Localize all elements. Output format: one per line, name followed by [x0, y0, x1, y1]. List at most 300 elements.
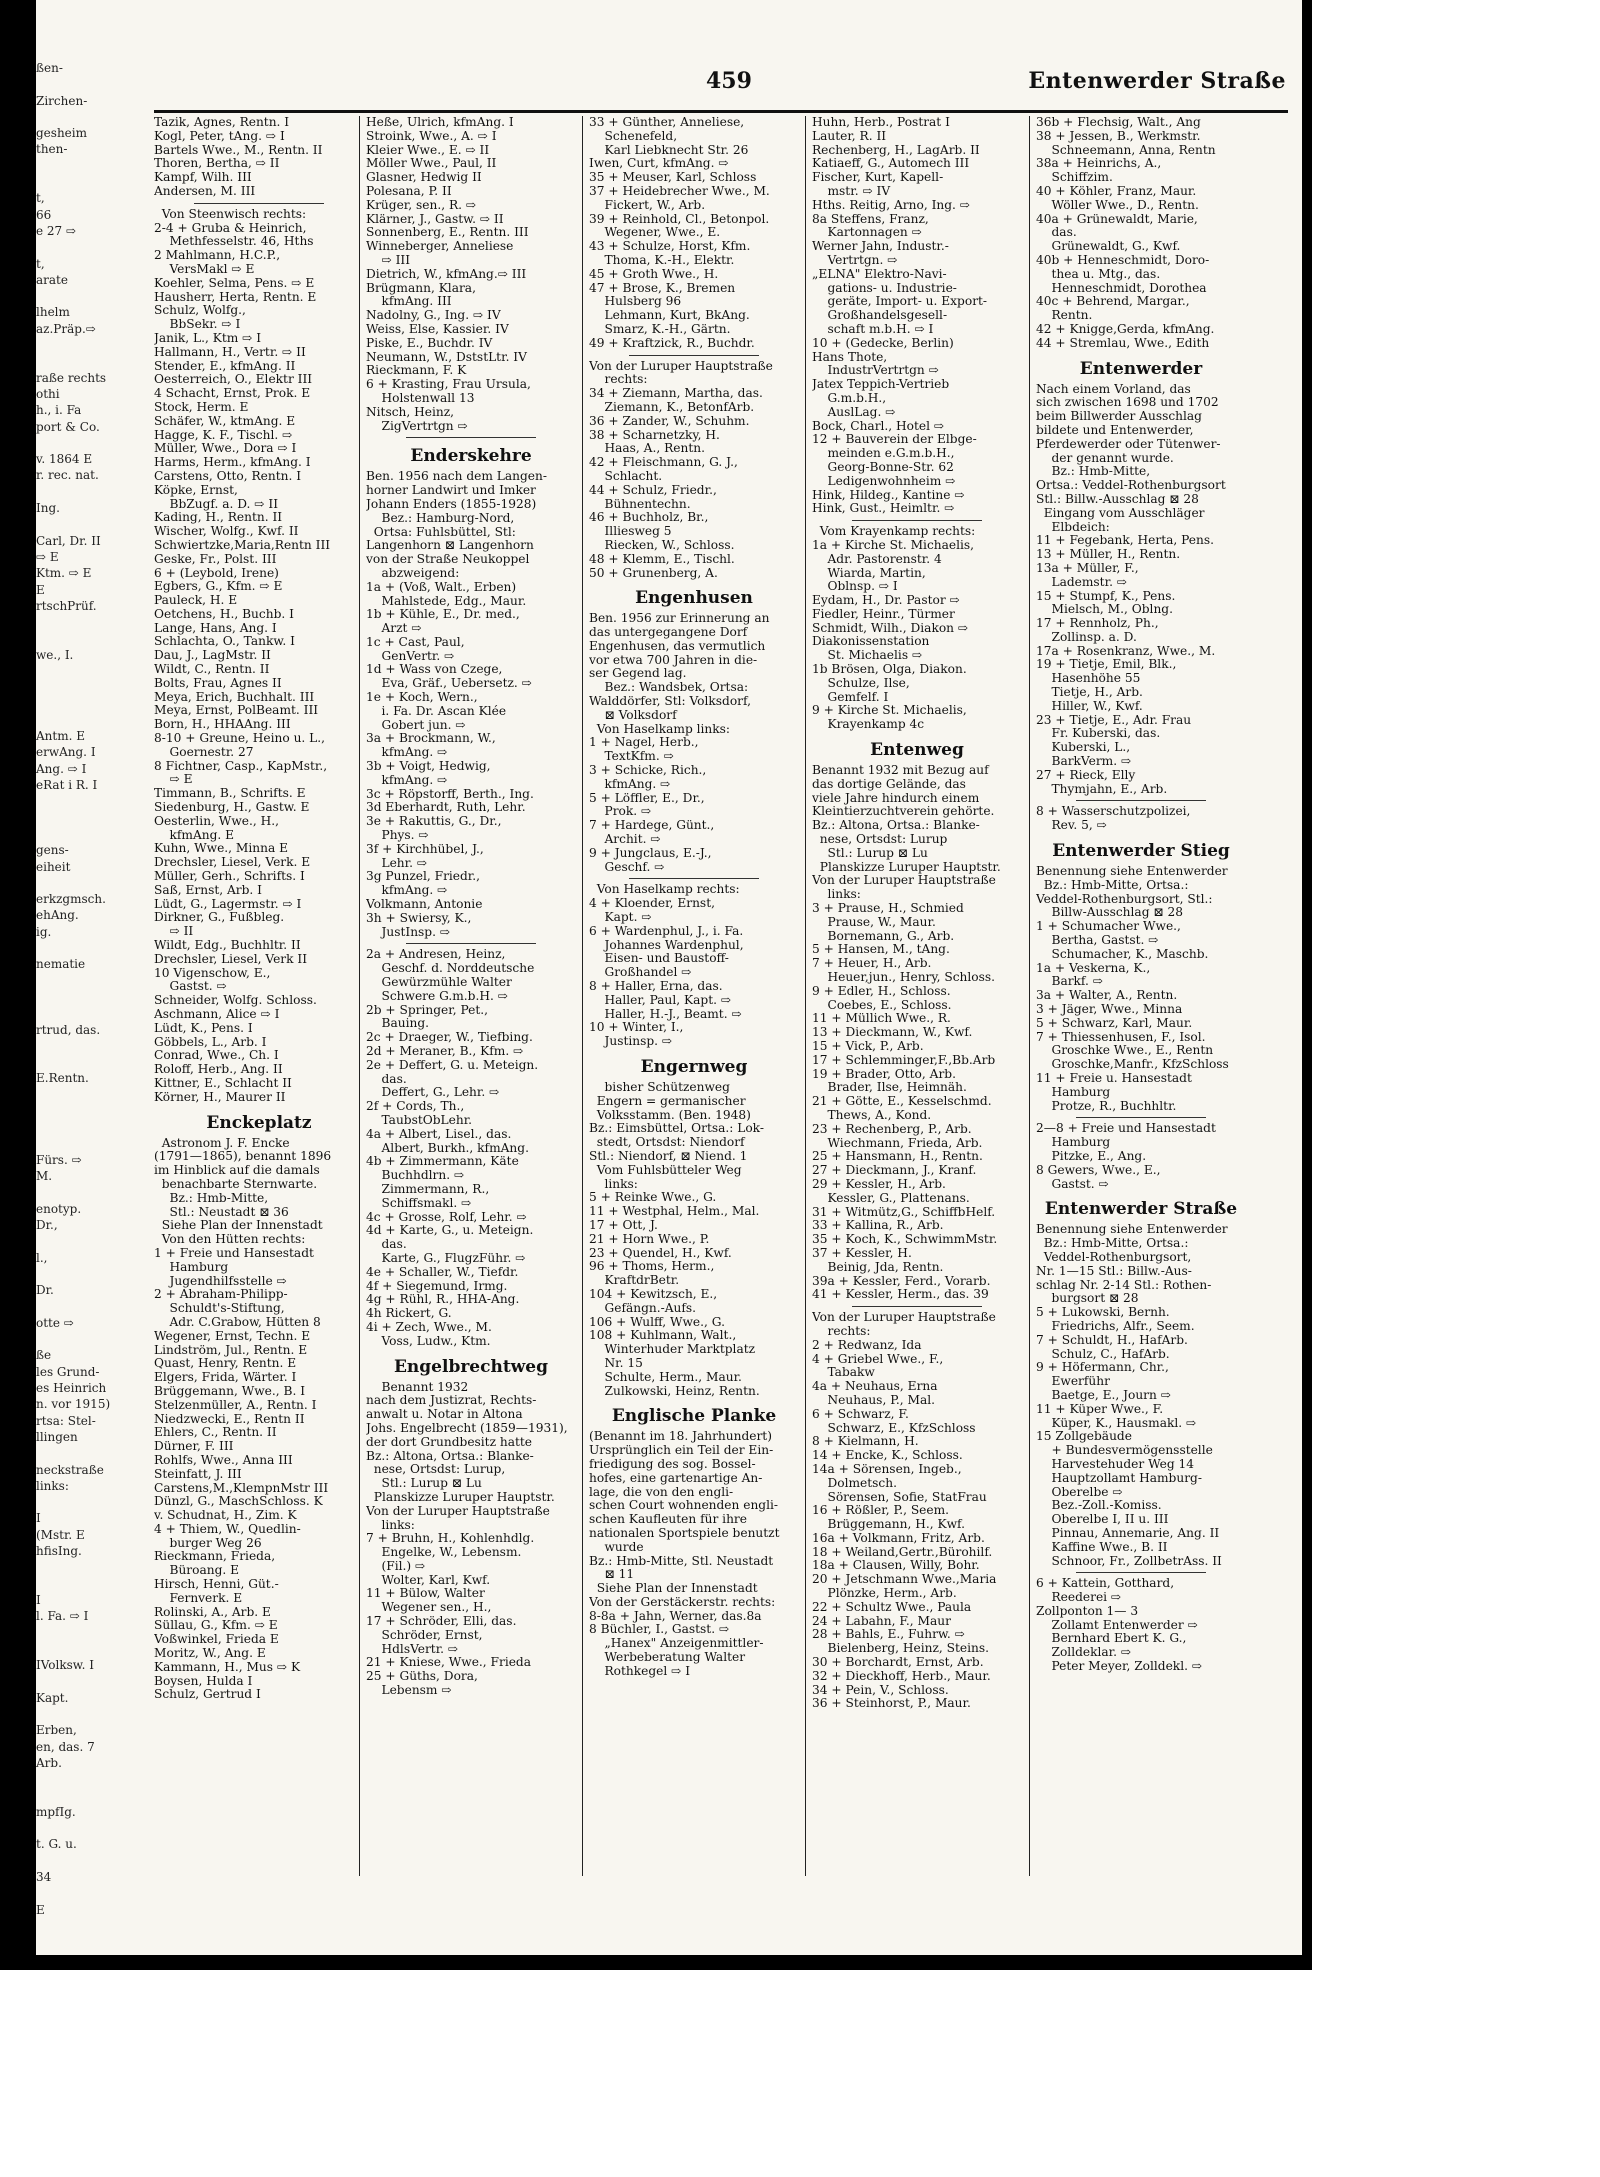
directory-entry: 4i + Zech, Wwe., M.: [366, 1320, 492, 1334]
directory-entry: Schenefeld,: [589, 129, 678, 143]
directory-entry: Müller, Wwe., Dora ⇨ I: [154, 442, 297, 456]
directory-entry: Schlacht.: [589, 469, 663, 483]
directory-entry: schen Court wohnenden engli-: [589, 1499, 779, 1513]
directory-entry: 11 + Müllich Wwe., R.: [812, 1012, 951, 1026]
directory-entry: Küper, K., Hausmakl. ⇨: [1036, 1416, 1197, 1430]
directory-entry: Karte, G., FlugzFühr. ⇨: [366, 1251, 526, 1265]
directory-entry: Gefängn.-Aufs.: [589, 1301, 697, 1315]
directory-entry: Zollinsp. a. D.: [1036, 630, 1137, 644]
directory-column-3: [589, 116, 799, 1679]
directory-entry: Elbdeich:: [1036, 520, 1110, 534]
directory-entry: 37 + Heidebrecher Wwe., M.: [589, 184, 770, 198]
fragment-line: (Mstr. E: [36, 1527, 85, 1542]
directory-entry: 8 Büchler, I., Gastst. ⇨: [589, 1623, 730, 1637]
directory-entry: von der Straße Neukoppel: [366, 553, 530, 567]
directory-entry: 3g Punzel, Friedr.,: [366, 870, 481, 884]
directory-entry: 5 + Reinke Wwe., G.: [589, 1191, 717, 1205]
fragment-line: lhelm: [36, 305, 70, 320]
directory-entry: Johannes Wardenphul,: [589, 938, 744, 952]
directory-entry: Heuer,jun., Henry, Schloss.: [812, 971, 996, 985]
directory-entry: 40b + Henneschmidt, Doro-: [1036, 253, 1210, 267]
directory-entry: Schäfer, W., ktmAng. E: [154, 414, 296, 428]
directory-entry: viele Jahre hindurch einem: [812, 791, 980, 805]
directory-entry: Lüdt, G., Lagermstr. ⇨ I: [154, 897, 302, 911]
directory-entry: 27 + Rieck, Elly: [1036, 768, 1136, 782]
directory-entry: Gewürzmühle Walter: [366, 976, 512, 990]
directory-entry: 43 + Schulze, Horst, Kfm.: [589, 240, 751, 254]
directory-entry: 14a + Sörensen, Ingeb.,: [812, 1462, 962, 1476]
directory-column-4: [812, 116, 1022, 1711]
directory-entry: Gastst. ⇨: [154, 980, 227, 994]
directory-entry: Hink, Hildeg., Kantine ⇨: [812, 488, 965, 502]
directory-entry: Neuhaus, P., Mal.: [812, 1393, 936, 1407]
directory-entry: 4h Rickert, G.: [366, 1307, 452, 1321]
directory-entry: 11 + Küper Wwe., F.: [1036, 1402, 1164, 1416]
directory-entry: abzweigend:: [366, 566, 460, 580]
section-separator: [629, 878, 759, 879]
directory-entry: Justinsp. ⇨: [589, 1035, 673, 1049]
directory-entry: 17 + Schlemminger,F.,Bb.Arb: [812, 1053, 996, 1067]
directory-entry: ⊠ Volksdorf: [589, 708, 677, 722]
directory-entry: Walddörfer, Stl: Volksdorf,: [589, 695, 751, 709]
directory-entry: 44 + Stremlau, Wwe., Edith: [1036, 336, 1210, 350]
directory-entry: Bz.: Hmb-Mitte,: [1036, 465, 1151, 479]
directory-entry: St. Michaelis ⇨: [812, 649, 923, 663]
directory-entry: Hauptzollamt Hamburg-: [1036, 1471, 1202, 1485]
directory-entry: Kuhn, Wwe., Minna E: [154, 842, 289, 856]
directory-entry: Elgers, Frida, Wärter. I: [154, 1371, 297, 1385]
fragment-line: enotyp.: [36, 1201, 82, 1216]
fragment-line: E: [36, 582, 45, 597]
directory-entry: Ledigenwohnheim ⇨: [812, 474, 956, 488]
directory-entry: Großhandel ⇨: [589, 966, 692, 980]
directory-entry: Hiller, W., Kwf.: [1036, 699, 1143, 713]
fragment-line: az.Präp.⇨: [36, 321, 96, 336]
directory-entry: 22 + Schultz Wwe., Paula: [812, 1600, 972, 1614]
directory-entry: Bielenberg, Heinz, Steins.: [812, 1642, 990, 1656]
directory-entry: 104 + Kewitzsch, E.,: [589, 1287, 718, 1301]
directory-entry: 2e + Deffert, G. u. Meteign.: [366, 1058, 539, 1072]
directory-entry: Glasner, Hedwig II: [366, 171, 482, 185]
directory-entry: Jugendhilfsstelle ⇨: [154, 1274, 287, 1288]
directory-entry: Vom Krayenkamp rechts:: [812, 525, 976, 539]
directory-entry: Von Steenwisch rechts:: [154, 207, 307, 221]
directory-entry: 1a + Kirche St. Michaelis,: [812, 538, 975, 552]
directory-entry: BbSekr. ⇨ I: [154, 318, 241, 332]
directory-entry: 1b Brösen, Olga, Diakon.: [812, 663, 967, 677]
fragment-line: n. vor 1915): [36, 1397, 111, 1412]
directory-entry: 34 + Pein, V., Schloss.: [812, 1683, 949, 1697]
directory-entry: ZigVertrtgn ⇨: [366, 419, 468, 433]
fragment-line: ⇨ E: [36, 549, 59, 564]
directory-entry: Von Haselkamp rechts:: [589, 883, 740, 897]
directory-entry: Ben. 1956 nach dem Langen-: [366, 470, 547, 484]
directory-entry: Rolinski, A., Arb. E: [154, 1605, 271, 1619]
directory-entry: Gemfelf. I: [812, 690, 889, 704]
directory-entry: Hasenhöhe 55: [1036, 672, 1141, 686]
directory-entry: Schmidt, Wilh., Diakon ⇨: [812, 621, 969, 635]
directory-entry: 38a + Heinrichs, A.,: [1036, 157, 1162, 171]
directory-entry: 39 + Reinhold, Cl., Betonpol.: [589, 212, 770, 226]
directory-entry: 36 + Steinhorst, P., Maur.: [812, 1697, 971, 1711]
directory-entry: 8 Fichtner, Casp., KapMstr.,: [154, 759, 328, 773]
fragment-line: les Grund-: [36, 1364, 100, 1379]
directory-entry: 4 + Thiem, W., Quedlin-: [154, 1522, 301, 1536]
directory-entry: Goernestr. 27: [154, 745, 254, 759]
directory-entry: Von der Luruper Hauptstraße: [812, 874, 996, 888]
directory-entry: das.: [366, 1238, 407, 1252]
section-separator: [194, 203, 324, 204]
directory-entry: 35 + Meuser, Karl, Schloss: [589, 171, 757, 185]
directory-entry: 29 + Kessler, H., Arb.: [812, 1177, 946, 1191]
directory-entry: Sörensen, Sofie, StatFrau: [812, 1490, 987, 1504]
directory-entry: Saß, Ernst, Arb. I: [154, 883, 262, 897]
directory-entry: 96 + Thoms, Herm.,: [589, 1260, 715, 1274]
fragment-line: r. rec. nat.: [36, 468, 99, 483]
directory-entry: hofes, eine gartenartige An-: [589, 1471, 763, 1485]
directory-entry: Hausherr, Herta, Rentn. E: [154, 290, 317, 304]
directory-entry: Benannt 1932: [366, 1380, 469, 1394]
directory-entry: 5 + Lukowski, Bernh.: [1036, 1306, 1170, 1320]
directory-entry: Ben. 1956 zur Erinnerung an: [589, 612, 770, 626]
directory-entry: das untergegangene Dorf: [589, 626, 748, 640]
directory-entry: 8 + Wasserschutzpolizei,: [1036, 805, 1191, 819]
directory-entry: Pinnau, Annemarie, Ang. II: [1036, 1526, 1220, 1540]
directory-entry: v. Schudnat, H., Zim. K: [154, 1509, 297, 1523]
directory-entry: Quast, Henry, Rentn. E: [154, 1357, 297, 1371]
directory-entry: Timmann, B., Schrifts. E: [154, 787, 306, 801]
directory-entry: Oberelbe I, II u. III: [1036, 1513, 1169, 1527]
directory-entry: Prok. ⇨: [589, 805, 652, 819]
fragment-line: en, das. 7: [36, 1739, 95, 1754]
directory-entry: Volksstamm. (Ben. 1948): [589, 1108, 751, 1122]
fragment-line: I: [36, 1511, 41, 1526]
directory-entry: Meya, Erich, Buchhalt. III: [154, 690, 315, 704]
directory-entry: 13 + Müller, H., Rentn.: [1036, 548, 1181, 562]
directory-column-2: [366, 116, 576, 1698]
directory-entry: Eydam, H., Dr. Pastor ⇨: [812, 594, 960, 608]
directory-entry: 40c + Behrend, Margar.,: [1036, 295, 1190, 309]
directory-entry: Bolts, Frau, Agnes II: [154, 676, 282, 690]
fragment-line: e 27 ⇨: [36, 223, 77, 238]
directory-entry: Oberelbe ⇨: [1036, 1485, 1123, 1499]
directory-entry: Pauleck, H. E: [154, 594, 238, 608]
directory-entry: schaft m.b.H. ⇨ I: [812, 322, 934, 336]
directory-entry: Thymjahn, E., Arb.: [1036, 782, 1168, 796]
directory-entry: kfmAng. E: [154, 828, 235, 842]
page-number: 459: [706, 68, 752, 94]
section-separator: [406, 437, 536, 438]
directory-entry: Rev. 5, ⇨: [1036, 819, 1107, 833]
directory-entry: Dietrich, W., kfmAng.⇨ III: [366, 267, 527, 281]
directory-entry: 7 + Thiessenhusen, F., Isol.: [1036, 1030, 1206, 1044]
fragment-line: hfisIng.: [36, 1544, 82, 1559]
directory-entry: Stroink, Wwe., A. ⇨ I: [366, 129, 497, 143]
directory-entry: 1 + Schumacher Wwe.,: [1036, 920, 1181, 934]
directory-entry: Winneberger, Anneliese: [366, 240, 514, 254]
fragment-line: l.,: [36, 1250, 48, 1265]
directory-entry: Nadolny, G., Ing. ⇨ IV: [366, 309, 501, 323]
directory-entry: Aschmann, Alice ⇨ I: [154, 1008, 280, 1021]
directory-entry: Baetge, E., Journ ⇨: [1036, 1388, 1171, 1402]
directory-entry: Moritz, W., Ang. E: [154, 1647, 266, 1661]
directory-entry: Stl.: Neustadt ⊠ 36: [154, 1205, 289, 1219]
directory-entry: Hths. Reitig, Arno, Ing. ⇨: [812, 198, 970, 212]
directory-entry: Brügmann, Klara,: [366, 281, 476, 295]
fragment-line: Antm. E: [36, 729, 85, 744]
directory-entry: schen Kaufleuten für ihre: [589, 1513, 747, 1527]
directory-entry: 3f + Kirchhübel, J.,: [366, 842, 484, 856]
directory-entry: Bz.: Eimsbüttel, Ortsa.: Lok-: [589, 1122, 764, 1136]
directory-entry: 16a + Volkmann, Fritz, Arb.: [812, 1531, 985, 1545]
directory-entry: 10 + (Gedecke, Berlin): [812, 336, 954, 350]
directory-entry: Wolter, Karl, Kwf.: [366, 1573, 491, 1587]
directory-entry: Schulz, C., HafArb.: [1036, 1347, 1170, 1361]
directory-entry: Bernhard Ebert K. G.,: [1036, 1632, 1187, 1646]
directory-entry: 106 + Wulff, Wwe., G.: [589, 1315, 725, 1329]
directory-entry: Kleier Wwe., E. ⇨ II: [366, 143, 490, 157]
directory-entry: Schulz, Gertrud I: [154, 1688, 261, 1702]
directory-entry: Bz.: Hmb-Mitte, Stl. Neustadt: [589, 1554, 774, 1568]
section-separator: [1076, 800, 1206, 801]
directory-entry: Friedrichs, Alfr., Seem.: [1036, 1319, 1195, 1333]
directory-entry: Kittner, E., Schlacht II: [154, 1076, 292, 1090]
directory-entry: Klärner, J., Gastw. ⇨ II: [366, 212, 504, 226]
section-separator: [406, 943, 536, 944]
directory-entry: 2d + Meraner, B., Kfm. ⇨: [366, 1045, 524, 1058]
directory-entry: 1b + Kühle, E., Dr. med.,: [366, 608, 520, 622]
directory-entry: Kuberski, L.,: [1036, 741, 1131, 755]
directory-entry: Wildt, Edg., Buchhltr. II: [154, 939, 301, 953]
directory-entry: nationalen Sportspiele benutzt: [589, 1526, 780, 1540]
directory-entry: 3e + Rakuttis, G., Dr.,: [366, 815, 502, 829]
directory-entry: Vertrtgn. ⇨: [812, 253, 898, 267]
fragment-line: arate: [36, 272, 68, 287]
directory-entry: 11 + Fegebank, Herta, Pens.: [1036, 534, 1214, 548]
directory-entry: Gobert jun. ⇨: [366, 718, 466, 732]
directory-entry: Plönzke, Herm., Arb.: [812, 1587, 957, 1601]
directory-entry: Fickert, W., Arb.: [589, 198, 706, 212]
directory-entry: Göbbels, L., Arb. I: [154, 1035, 267, 1049]
directory-entry: Wöller Wwe., D., Rentn.: [1036, 198, 1199, 212]
directory-entry: Bühnentechn.: [589, 497, 691, 511]
fragment-line: ße: [36, 1348, 52, 1363]
directory-entry: 28 + Bahls, E., Fuhrw. ⇨: [812, 1628, 965, 1642]
directory-entry: 3 + Schicke, Rich.,: [589, 764, 707, 778]
directory-entry: Rieckmann, F. K: [366, 364, 467, 378]
directory-entry: 15 Zollgebäude: [1036, 1430, 1132, 1444]
section-separator: [1076, 1117, 1206, 1118]
directory-entry: Eisen- und Baustoff-: [589, 952, 729, 966]
directory-entry: 8 + Haller, Erna, das.: [589, 980, 723, 994]
directory-entry: Dau, J., LagMstr. II: [154, 649, 271, 663]
directory-entry: „ELNA" Elektro-Navi-: [812, 267, 947, 281]
directory-entry: 2f + Cords, Th.,: [366, 1100, 465, 1114]
directory-entry: Kessler, G., Plattenans.: [812, 1191, 970, 1205]
directory-entry: 3h + Swiersy, K.,: [366, 911, 472, 925]
directory-entry: 3 + Prause, H., Schmied: [812, 902, 964, 916]
directory-entry: Kammann, H., Mus ⇨ K: [154, 1660, 301, 1674]
directory-entry: Schuldt's-Stiftung,: [154, 1302, 285, 1316]
directory-entry: horner Landwirt und Imker: [366, 484, 536, 498]
directory-entry: Neumann, W., DststLtr. IV: [366, 350, 527, 364]
fragment-line: Arb.: [36, 1755, 62, 1770]
directory-entry: Brüggemann, Wwe., B. I: [154, 1384, 306, 1398]
fragment-line: llingen: [36, 1429, 78, 1444]
directory-entry: rechts:: [589, 373, 648, 387]
directory-entry: 40a + Grünewaldt, Marie,: [1036, 212, 1198, 226]
fragment-line: we., I.: [36, 647, 74, 662]
column-divider: [805, 116, 806, 1876]
directory-entry: Von der Luruper Hauptstraße: [812, 1311, 996, 1325]
fragment-line: 34: [36, 1869, 52, 1884]
directory-entry: 27 + Dieckmann, J., Kranf.: [812, 1164, 977, 1178]
fragment-line: Ing.: [36, 501, 60, 516]
directory-entry: Oesterlin, Wwe., H.,: [154, 814, 279, 828]
directory-entry: 4d + Karte, G., u. Meteign.: [366, 1224, 534, 1238]
directory-entry: 10 + Winter, I.,: [589, 1021, 684, 1035]
directory-entry: 1d + Wass von Czege,: [366, 663, 503, 677]
directory-entry: Werbeberatung Walter: [589, 1651, 746, 1665]
directory-entry: 39a + Kessler, Ferd., Vorarb.: [812, 1274, 991, 1288]
directory-entry: bisher Schützenweg: [589, 1081, 730, 1094]
directory-entry: Henneschmidt, Dorothea: [1036, 281, 1207, 295]
directory-entry: Von Haselkamp links:: [589, 722, 731, 736]
directory-entry: Kapt. ⇨: [589, 911, 652, 925]
directory-entry: Methfesselstr. 46, Hths: [154, 235, 314, 249]
directory-entry: Ortsa: Fuhlsbüttel, Stl:: [366, 525, 516, 539]
street-heading: Entenwerder Straße: [1044, 1199, 1238, 1220]
fragment-line: [36, 1853, 186, 1869]
column-divider: [582, 116, 583, 1876]
fragment-line: rtsa: Stel-: [36, 1413, 96, 1428]
directory-entry: Lehr. ⇨: [366, 856, 428, 870]
directory-entry: Drechsler, Liesel, Verk II: [154, 952, 308, 966]
directory-entry: 8a Steffens, Franz,: [812, 212, 929, 226]
directory-entry: Engenhusen, das vermutlich: [589, 639, 766, 653]
directory-entry: 1 + Nagel, Herb.,: [589, 736, 699, 750]
fragment-line: Dr.: [36, 1283, 54, 1298]
directory-entry: 37 + Kessler, H.: [812, 1246, 912, 1260]
directory-entry: Bauing.: [366, 1017, 429, 1031]
directory-entry: Körner, H., Maurer II: [154, 1090, 286, 1104]
directory-entry: geräte, Import- u. Export-: [812, 295, 988, 309]
directory-entry: 1 + Freie und Hansestadt: [154, 1246, 314, 1260]
directory-entry: Steinfatt, J. III: [154, 1467, 242, 1481]
directory-entry: 5 + Löffler, E., Dr.,: [589, 791, 705, 805]
directory-entry: 38 + Scharnetzky, H.: [589, 428, 720, 442]
fragment-line: gesheim: [36, 126, 87, 141]
fragment-line: t. G. u.: [36, 1837, 77, 1852]
directory-entry: 40 + Köhler, Franz, Maur.: [1036, 184, 1197, 198]
directory-entry: 42 + Knigge,Gerda, kfmAng.: [1036, 322, 1215, 336]
directory-entry: Weiss, Else, Kassier. IV: [366, 322, 509, 336]
directory-entry: 21 + Kniese, Wwe., Frieda: [366, 1656, 532, 1670]
directory-entry: benachbarte Sternwarte.: [154, 1177, 318, 1191]
directory-entry: Werner Jahn, Industr.-: [812, 240, 949, 254]
directory-entry: Wegener, Ernst, Techn. E: [154, 1329, 311, 1343]
directory-entry: Schwiertzke,Maria,Rentn III: [154, 538, 331, 552]
directory-entry: links:: [589, 1177, 638, 1191]
directory-entry: Heße, Ulrich, kfmAng. I: [366, 116, 514, 129]
directory-entry: Drechsler, Liesel, Verk. E: [154, 856, 311, 870]
directory-entry: Rieckmann, Frieda,: [154, 1550, 276, 1564]
directory-entry: Pferdewerder oder Tütenwer-: [1036, 437, 1221, 451]
directory-entry: 9 + Jungclaus, E.-J.,: [589, 846, 712, 860]
directory-entry: 2 Mahlmann, H.C.P.,: [154, 249, 281, 263]
directory-entry: 11 + Bülow, Walter: [366, 1587, 485, 1601]
directory-entry: Kartonnagen ⇨: [812, 226, 922, 240]
directory-entry: Rohlfs, Wwe., Anna III: [154, 1453, 293, 1467]
directory-entry: Hulsberg 96: [589, 295, 682, 309]
directory-entry: Lehmann, Kurt, BkAng.: [589, 309, 750, 323]
directory-entry: Zimmermann, R.,: [366, 1182, 490, 1196]
directory-entry: Wegener, Wwe., E.: [589, 226, 721, 240]
column-divider: [1029, 116, 1030, 1876]
directory-entry: Buchhdlrn. ⇨: [366, 1169, 465, 1183]
directory-entry: 4 + Kloender, Ernst,: [589, 897, 715, 911]
directory-entry: Schulte, Herm., Maur.: [589, 1370, 742, 1384]
directory-entry: 11 + Freie u. Hansestadt: [1036, 1072, 1192, 1085]
directory-entry: Bock, Charl., Hotel ⇨: [812, 419, 945, 433]
directory-entry: Roloff, Herb., Ang. II: [154, 1063, 283, 1077]
directory-entry: 35 + Koch, K., SchwimmMstr.: [812, 1233, 998, 1247]
directory-entry: stedt, Ortsdst: Niendorf: [589, 1136, 745, 1150]
directory-entry: ⇨ III: [366, 253, 411, 267]
directory-entry: Nach einem Vorland, das: [1036, 382, 1191, 396]
directory-entry: Voss, Ludw., Ktm.: [366, 1334, 491, 1348]
fragment-line: links:: [36, 1478, 69, 1493]
directory-entry: 9 + Kirche St. Michaelis,: [812, 704, 967, 718]
directory-entry: gations- u. Industrie-: [812, 281, 957, 295]
directory-entry: Diakonissenstation: [812, 635, 930, 649]
fragment-line: [36, 1934, 186, 1940]
street-heading: Entenweg: [870, 740, 964, 761]
directory-entry: Huhn, Herb., Postrat I: [812, 116, 950, 129]
fragment-line: v. 1864 E: [36, 452, 93, 467]
directory-entry: vor etwa 700 Jahren in die-: [589, 653, 758, 667]
directory-entry: 32 + Dieckhoff, Herb., Maur.: [812, 1669, 991, 1683]
directory-entry: Volkmann, Antonie: [366, 898, 483, 912]
directory-entry: Ehlers, C., Rentn. II: [154, 1426, 277, 1440]
directory-entry: Oblnsp. ⇨ I: [812, 580, 898, 594]
directory-entry: Süllau, G., Kfm. ⇨ E: [154, 1619, 278, 1633]
directory-entry: 41 + Kessler, Herm., das. 39: [812, 1288, 989, 1302]
directory-entry: Schiffzim.: [1036, 171, 1113, 185]
directory-entry: 25 + Güths, Dora,: [366, 1670, 478, 1684]
directory-entry: Von der Luruper Hauptstraße: [366, 1504, 550, 1518]
directory-entry: Carstens,M.,KlempnMstr III: [154, 1481, 329, 1495]
fragment-line: then-: [36, 142, 68, 157]
directory-entry: Benannt 1932 mit Bezug auf: [812, 764, 989, 778]
directory-entry: Schneider, Wolfg. Schloss.: [154, 994, 317, 1008]
directory-entry: Wegener sen., H.,: [366, 1601, 492, 1615]
directory-entry: sich zwischen 1698 und 1702: [1036, 396, 1219, 410]
directory-entry: Zollponton 1— 3: [1036, 1604, 1139, 1618]
fragment-line: gens-: [36, 843, 69, 858]
fragment-line: nematie: [36, 957, 86, 972]
directory-entry: schlag Nr. 2-14 Stl.: Rothen-: [1036, 1278, 1212, 1292]
directory-entry: 17 + Ott, J.: [589, 1218, 658, 1232]
directory-entry: mstr. ⇨ IV: [812, 184, 891, 198]
directory-entry: 4f + Siegemund, Irmg.: [366, 1279, 508, 1293]
directory-entry: Siedenburg, H., Gastw. E: [154, 801, 310, 815]
fragment-line: [36, 1787, 186, 1803]
fragment-line: neckstraße: [36, 1462, 104, 1477]
directory-entry: Conrad, Wwe., Ch. I: [154, 1049, 279, 1063]
fragment-line: raße rechts: [36, 370, 107, 385]
directory-entry: „Hanex" Anzeigenmittler-: [589, 1637, 764, 1651]
